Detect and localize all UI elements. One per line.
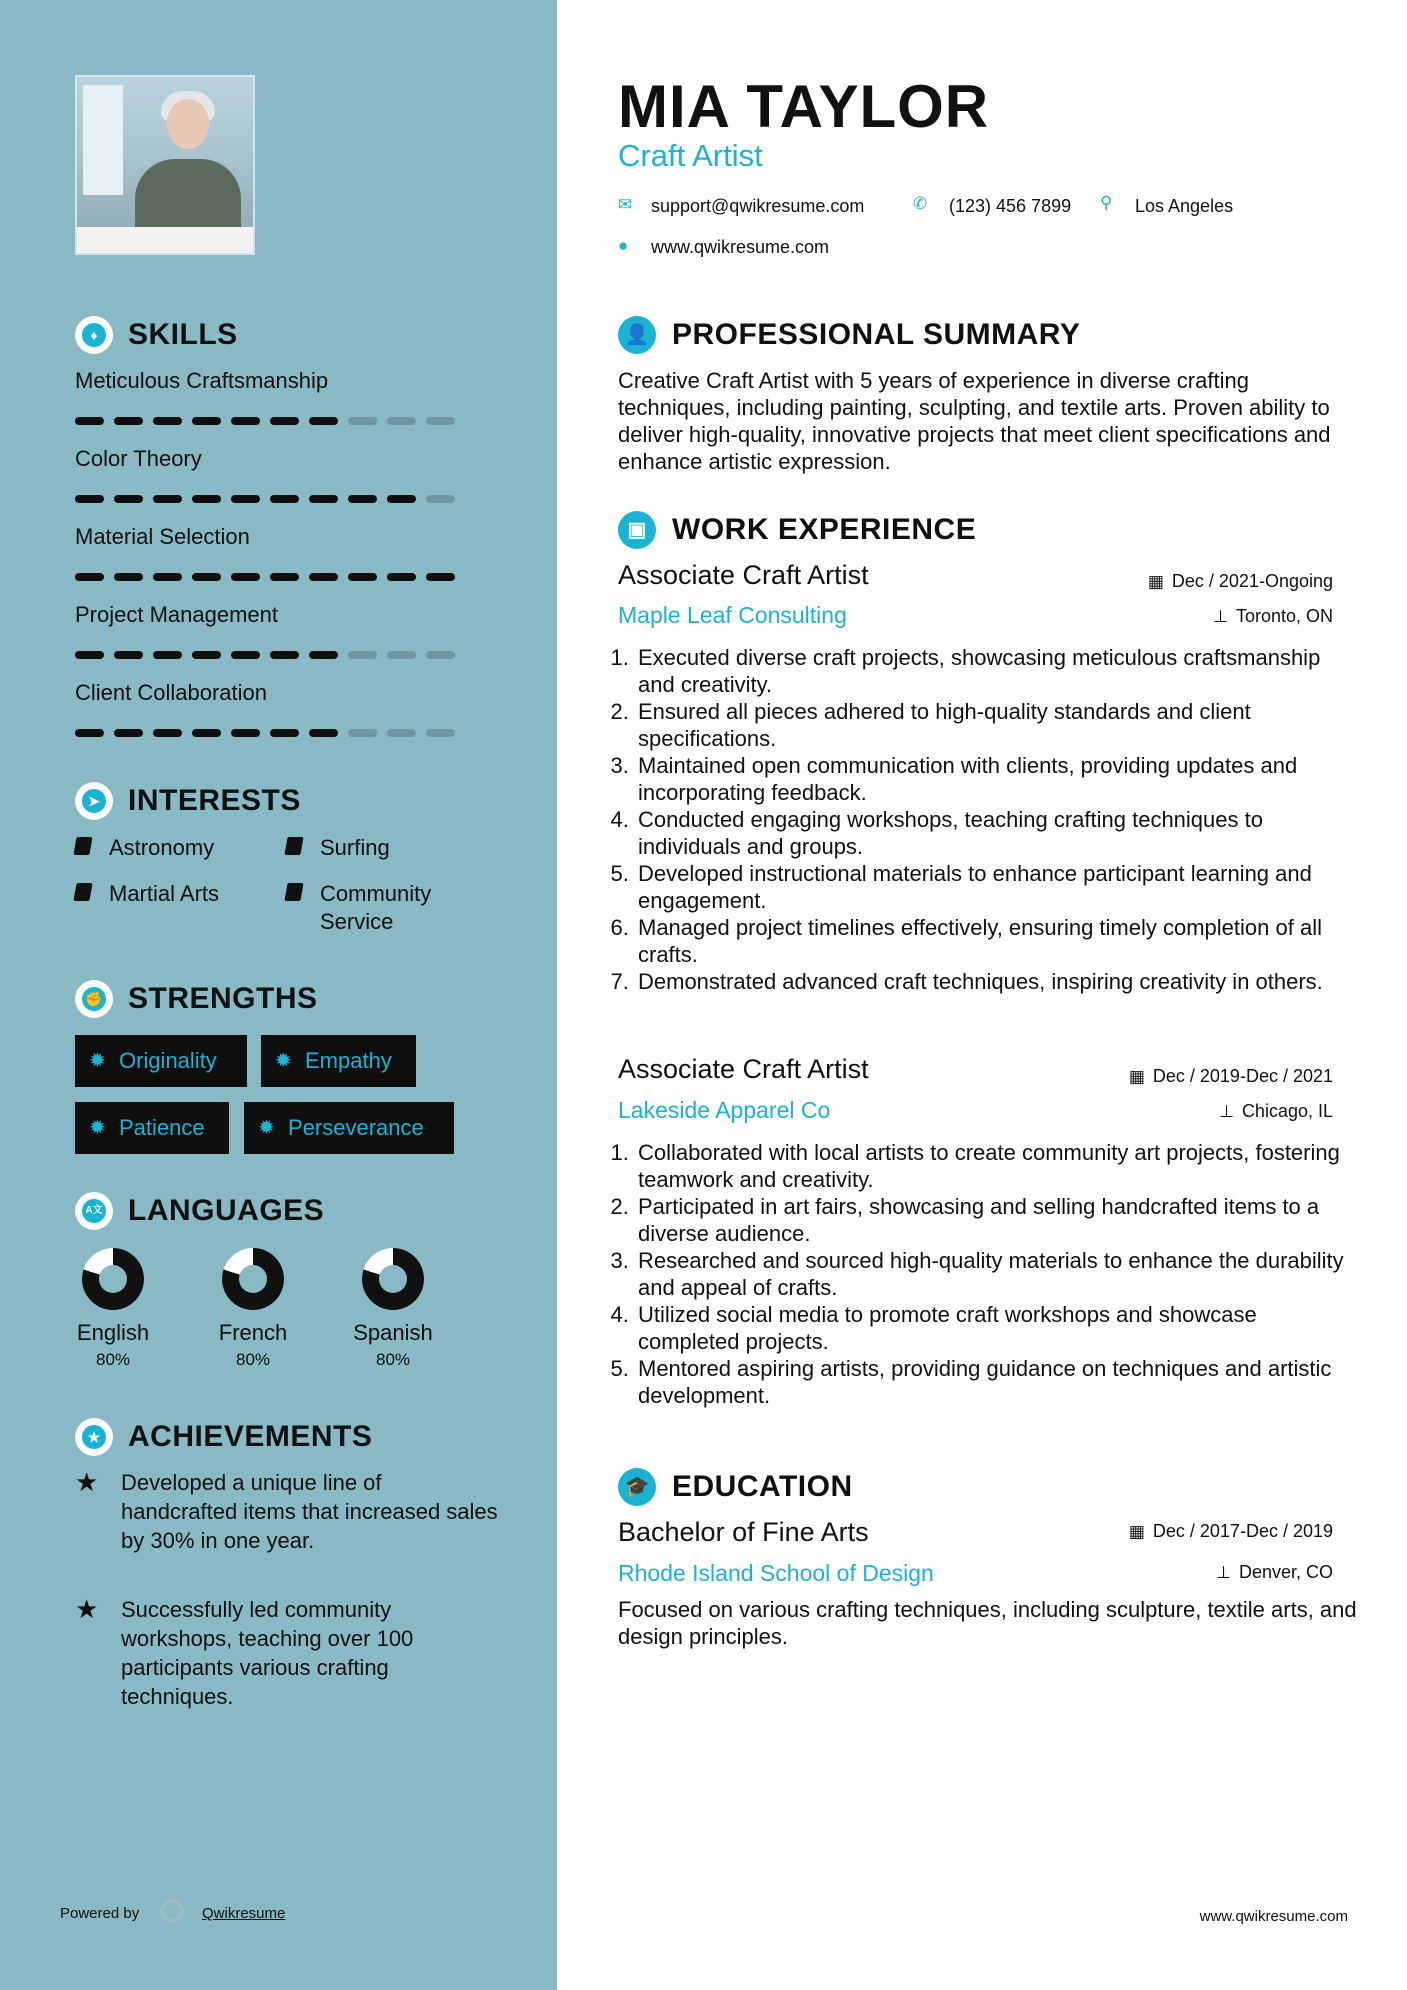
language-proficiency-ring [222,1248,284,1310]
education-location: ⊥ Denver, CO [1216,1562,1333,1582]
skill-dash-filled [114,573,143,581]
skill-dash-filled [231,729,260,737]
skill-dash-empty [426,651,455,659]
job-company: Maple Leaf Consulting [618,602,847,628]
phone-number: (123) 456 7899 [949,196,1072,216]
language-icon: A文 [75,1192,113,1230]
website-link[interactable]: www.qwikresume.com [651,237,830,257]
badge-icon: ✹ [275,1050,292,1072]
skill-dash-filled [231,651,260,659]
star-icon: ★ [75,1418,113,1456]
briefcase-icon: ▣ [618,511,656,549]
degree: Bachelor of Fine Arts [618,1517,869,1547]
skill-bar [75,417,455,425]
experience-title: WORK EXPERIENCE [672,513,977,546]
duty-item: 4. Conducted engaging workshops, teaching crafting techniques to individuals and groups. [635,806,1355,860]
strength-chip: ✹ Perseverance [244,1102,454,1154]
skill-dash-filled [114,495,143,503]
language-item: French 80% [193,1248,313,1370]
book-icon [73,883,92,901]
duty-item: 6. Managed project timelines effectively, ensuring timely completion of all crafts. [635,914,1355,968]
skill-dash-filled [153,651,182,659]
skill-dash-empty [426,495,455,503]
skill-dash-filled [192,651,221,659]
summary-text: Creative Craft Artist with 5 years of experience in diverse crafting techniques, including painting, sculpting, and textile arts. Proven ability to deliver high-quality, innovative projects that meet client specifications and enhance artistic expression. [618,368,1331,474]
interests-title: INTERESTS [128,784,301,817]
calendar-icon: ▦ [1147,572,1164,591]
job-title: Associate Craft Artist [618,1054,869,1084]
skill-dash-filled [114,729,143,737]
fist-icon: ✊ [75,980,113,1018]
skill-dash-filled [309,573,338,581]
duty-item: 7. Demonstrated advanced craft techniques, inspiring creativity in others. [635,968,1355,995]
duty-item: 4. Utilized social media to promote craft workshops and showcase completed projects. [635,1301,1355,1355]
skill-dash-filled [75,417,104,425]
calendar-icon: ▦ [1128,1522,1145,1541]
candidate-name: MIA TAYLOR [618,73,990,140]
skill-dash-filled [348,495,377,503]
skill-dash-empty [426,729,455,737]
skill-dash-empty [348,729,377,737]
skill-dash-filled [270,729,299,737]
star-icon: ★ [75,1594,99,1624]
skill-dash-filled [153,495,182,503]
job-duties [612,644,1355,995]
languages-title: LANGUAGES [128,1194,325,1227]
skill-dash-filled [270,417,299,425]
qwikresume-logo-icon [160,1899,184,1923]
footer-url[interactable]: www.qwikresume.com [1199,1908,1348,1925]
skill-bar [75,651,455,659]
profile-photo [75,75,255,255]
skill-dash-filled [153,729,182,737]
skill-dash-filled [309,495,338,503]
skill-dash-filled [153,573,182,581]
skill-dash-filled [309,417,338,425]
job-date: ▦ Dec / 2019-Dec / 2021 [1128,1066,1333,1086]
education-date: ▦ Dec / 2017-Dec / 2019 [1128,1521,1333,1541]
duty-item: 5. Mentored aspiring artists, providing guidance on techniques and artistic development. [635,1355,1355,1409]
skill-dash-filled [231,417,260,425]
phone-icon: ✆ [913,194,928,213]
skill-dash-filled [192,729,221,737]
language-proficiency-ring [362,1248,424,1310]
language-item: Spanish 80% [333,1248,453,1370]
skill-dash-filled [270,573,299,581]
sidebar: ♦ SKILLS Meticulous Craftsmanship Color Theory Material Selection Project Management Client Collaboration ➤ INTERESTS Astronomy Surfing Martial Arts Community Service ✊ STRENGTHS ✹ Originality ✹ Empathy ✹ Patience ✹ Perseverance A文 LANGUAGES English 80% French 80% Spanish 80% ★ ACHIEVEMENTS ★ Developed a unique line of handcrafted items that increased sales by 30% in one year. ★ Successfully led community workshops, teaching over 100 participants various crafting techniques. Powered by Qwikresume [0,0,557,1990]
badge-icon: ✹ [89,1117,106,1139]
duty-item: 2. Participated in art fairs, showcasing and selling handcrafted items to a diverse audience. [635,1193,1355,1247]
powered-by: Powered by Qwikresume [60,1905,139,1922]
pin-icon: ⊥ [1219,1102,1234,1121]
skill-dash-filled [270,495,299,503]
job-location: ⊥ Chicago, IL [1219,1101,1333,1121]
skill-name: Project Management [75,602,278,627]
job-title: Associate Craft Artist [618,560,869,590]
skill-dash-filled [348,573,377,581]
skill-dash-filled [270,651,299,659]
strength-chip: ✹ Patience [75,1102,229,1154]
skill-dash-filled [75,495,104,503]
paper-plane-icon: ➤ [75,782,113,820]
education-title: EDUCATION [672,1470,853,1503]
skill-dash-filled [114,651,143,659]
school: Rhode Island School of Design [618,1560,934,1586]
skill-dash-filled [231,495,260,503]
duty-item: 5. Developed instructional materials to enhance participant learning and engagement. [635,860,1355,914]
skill-dash-filled [114,417,143,425]
badge-icon: ✹ [258,1117,275,1139]
skill-dash-empty [348,651,377,659]
map-pin-icon: ⚲ [1100,193,1113,212]
globe-icon: ● [618,236,629,255]
strengths-title: STRENGTHS [128,982,318,1015]
skill-dash-filled [75,573,104,581]
book-icon [73,837,92,855]
skill-dash-filled [426,573,455,581]
job-company: Lakeside Apparel Co [618,1097,831,1123]
skill-name: Material Selection [75,524,250,549]
user-icon: 👤 [618,316,656,354]
skill-name: Client Collaboration [75,680,267,705]
skill-dash-empty [426,417,455,425]
badge-icon: ✹ [89,1050,106,1072]
skill-dash-filled [387,573,416,581]
job-date: ▦ Dec / 2021-Ongoing [1147,571,1333,591]
strength-chip: ✹ Originality [75,1035,247,1087]
pin-icon: ⊥ [1216,1563,1231,1582]
skill-dash-empty [387,651,416,659]
language-proficiency-ring [82,1248,144,1310]
job-location: ⊥ Toronto, ON [1213,606,1333,626]
skill-dash-filled [75,651,104,659]
language-item: English 80% [53,1248,173,1370]
duty-item: 1. Executed diverse craft projects, showcasing meticulous craftsmanship and creativity. [635,644,1355,698]
skill-dash-empty [348,417,377,425]
summary-title: PROFESSIONAL SUMMARY [672,318,1081,351]
skill-dash-filled [192,573,221,581]
duty-item: 3. Researched and sourced high-quality materials to enhance the durability and appeal of crafts. [635,1247,1355,1301]
skill-dash-filled [75,729,104,737]
skill-bar [75,495,455,503]
skill-dash-filled [387,495,416,503]
envelope-icon: ✉ [618,195,633,214]
duty-item: 2. Ensured all pieces adhered to high-quality standards and client specifications. [635,698,1355,752]
duty-item: 1. Collaborated with local artists to create community art projects, fostering teamwork and creativity. [635,1139,1355,1193]
book-icon [284,883,303,901]
skill-bar [75,573,455,581]
skill-bar [75,729,455,737]
skill-dash-empty [387,417,416,425]
duty-item: 3. Maintained open communication with clients, providing updates and incorporating feedback. [635,752,1355,806]
skill-dash-empty [387,729,416,737]
email-link[interactable]: support@qwikresume.com [651,196,865,216]
skills-title: SKILLS [128,318,238,351]
qwikresume-link[interactable]: Qwikresume [202,1905,286,1922]
skill-name: Color Theory [75,446,202,471]
calendar-icon: ▦ [1128,1067,1145,1086]
lightbulb-icon: ♦ [75,316,113,354]
pin-icon: ⊥ [1213,607,1228,626]
skill-dash-filled [231,573,260,581]
skill-dash-filled [192,495,221,503]
skill-dash-filled [309,729,338,737]
job-duties [612,1139,1355,1409]
skill-dash-filled [309,651,338,659]
location: Los Angeles [1135,196,1234,216]
skill-dash-filled [153,417,182,425]
education-text: Focused on various crafting techniques, including sculpture, textile arts, and design principles. [618,1597,1357,1649]
book-icon [284,837,303,855]
skill-name: Meticulous Craftsmanship [75,368,329,393]
graduation-cap-icon: 🎓 [618,1468,656,1506]
star-icon: ★ [75,1467,99,1497]
strength-chip: ✹ Empathy [261,1035,416,1087]
achievements-title: ACHIEVEMENTS [128,1420,373,1453]
candidate-role: Craft Artist [618,138,763,173]
skill-dash-filled [192,417,221,425]
